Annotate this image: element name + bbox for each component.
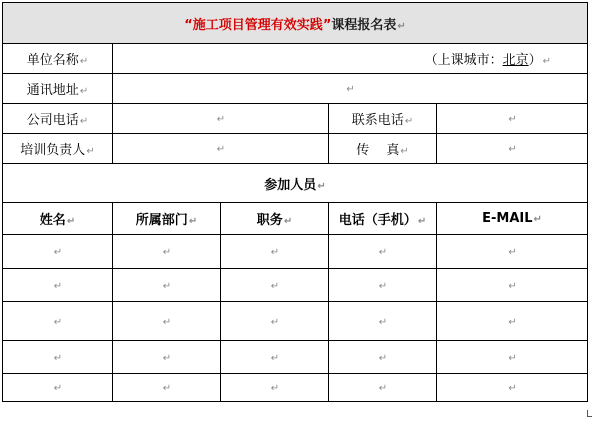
paragraph-mark: ↵ bbox=[86, 146, 95, 157]
paragraph-mark: ↵ bbox=[378, 280, 388, 292]
paragraph-mark: ↵ bbox=[317, 180, 326, 192]
paragraph-mark: ↵ bbox=[162, 383, 172, 394]
city-suffix: ） bbox=[528, 53, 542, 68]
participant-name-cell[interactable] bbox=[3, 302, 113, 341]
participant-department-cell[interactable] bbox=[113, 374, 221, 402]
paragraph-mark: ↵ bbox=[53, 280, 63, 292]
title-quote-close: ” bbox=[322, 17, 332, 33]
paragraph-mark: ↵ bbox=[216, 144, 226, 155]
column-header-label: 所属部门 bbox=[135, 213, 188, 228]
paragraph-mark: ↵ bbox=[270, 316, 280, 328]
column-header-label: E-MAIL bbox=[482, 211, 533, 226]
participant-position-cell[interactable] bbox=[221, 235, 329, 269]
fax-field[interactable] bbox=[437, 134, 588, 164]
paragraph-mark: ↵ bbox=[508, 316, 517, 328]
paragraph-mark: ↵ bbox=[508, 383, 517, 394]
participant-department-cell[interactable] bbox=[113, 341, 221, 374]
participants-header-row bbox=[3, 203, 588, 235]
table-row bbox=[3, 374, 588, 402]
paragraph-mark: ↵ bbox=[53, 247, 63, 258]
column-header-label: 电话（手机） bbox=[338, 213, 417, 228]
paragraph-mark: ↵ bbox=[417, 216, 427, 227]
paragraph-mark: ↵ bbox=[508, 247, 517, 258]
city-prefix: （上课城市： bbox=[424, 53, 503, 68]
participant-department-cell[interactable] bbox=[113, 235, 221, 269]
paragraph-mark: ↵ bbox=[270, 280, 280, 292]
city-value: 北京 bbox=[502, 53, 529, 68]
contact-phone-label: 联系电话 bbox=[351, 113, 404, 128]
paragraph-mark: ↵ bbox=[162, 280, 172, 292]
company-name-label-cell bbox=[3, 44, 113, 74]
paragraph-mark: ↵ bbox=[533, 214, 542, 225]
table-row bbox=[3, 341, 588, 374]
table-row bbox=[3, 302, 588, 341]
paragraph-mark: ↵ bbox=[79, 116, 89, 127]
company-phone-label: 公司电话 bbox=[26, 113, 79, 128]
paragraph-mark: ↵ bbox=[346, 84, 355, 95]
paragraph-mark: ↵ bbox=[162, 247, 172, 258]
company-name-field[interactable] bbox=[113, 44, 588, 74]
participant-department-cell[interactable] bbox=[113, 302, 221, 341]
company-name-label: 单位名称 bbox=[26, 53, 79, 68]
participant-email-cell[interactable] bbox=[437, 302, 588, 341]
participants-title: 参加人员 bbox=[264, 177, 317, 193]
participant-phone-cell[interactable] bbox=[329, 302, 437, 341]
paragraph-mark: ↵ bbox=[378, 316, 388, 328]
participant-phone-cell[interactable] bbox=[329, 341, 437, 374]
participant-position-cell[interactable] bbox=[221, 374, 329, 402]
company-phone-label-cell bbox=[3, 104, 113, 134]
title-suffix: 课程报名表 bbox=[331, 17, 397, 33]
contact-phone-field[interactable] bbox=[437, 104, 588, 134]
fax-label: 传 真 bbox=[356, 143, 400, 158]
participants-section-title bbox=[3, 164, 588, 203]
registration-form-table bbox=[2, 2, 588, 402]
paragraph-mark: ↵ bbox=[542, 56, 552, 67]
participant-phone-cell[interactable] bbox=[329, 374, 437, 402]
fax-label-cell bbox=[329, 134, 437, 164]
participant-position-cell[interactable] bbox=[221, 302, 329, 341]
participant-department-cell[interactable] bbox=[113, 269, 221, 302]
paragraph-mark: ↵ bbox=[79, 56, 89, 67]
contact-phone-label-cell bbox=[329, 104, 437, 134]
paragraph-mark: ↵ bbox=[53, 383, 63, 394]
participant-phone-cell[interactable] bbox=[329, 235, 437, 269]
paragraph-mark: ↵ bbox=[66, 216, 76, 227]
table-row bbox=[3, 269, 588, 302]
form-title bbox=[3, 3, 588, 44]
participant-name-cell[interactable] bbox=[3, 269, 113, 302]
paragraph-mark: ↵ bbox=[162, 316, 172, 328]
address-field[interactable] bbox=[113, 74, 588, 104]
paragraph-mark: ↵ bbox=[270, 247, 280, 258]
paragraph-mark: ↵ bbox=[79, 86, 89, 97]
column-header-department bbox=[113, 203, 221, 235]
paragraph-mark: ↵ bbox=[216, 114, 226, 125]
address-label-cell bbox=[3, 74, 113, 104]
trainer-field[interactable] bbox=[113, 134, 329, 164]
participant-email-cell[interactable] bbox=[437, 341, 588, 374]
paragraph-mark: ↵ bbox=[508, 280, 517, 292]
paragraph-mark: ↵ bbox=[53, 352, 63, 364]
paragraph-mark: ↵ bbox=[397, 20, 406, 32]
paragraph-mark: ↵ bbox=[400, 146, 409, 157]
column-header-phone bbox=[329, 203, 437, 235]
participant-phone-cell[interactable] bbox=[329, 269, 437, 302]
paragraph-mark: ↵ bbox=[270, 352, 280, 364]
paragraph-mark: ↵ bbox=[378, 247, 388, 258]
paragraph-mark: ↵ bbox=[162, 352, 172, 364]
paragraph-mark: ↵ bbox=[508, 352, 517, 364]
table-row bbox=[3, 235, 588, 269]
paragraph-mark: ↵ bbox=[404, 116, 414, 127]
address-label: 通讯地址 bbox=[26, 83, 79, 98]
column-header-position bbox=[221, 203, 329, 235]
title-course-name: 施工项目管理有效实践 bbox=[192, 17, 323, 33]
paragraph-mark: ↵ bbox=[378, 383, 388, 394]
participant-position-cell[interactable] bbox=[221, 341, 329, 374]
paragraph-mark: ↵ bbox=[270, 383, 280, 394]
participant-position-cell[interactable] bbox=[221, 269, 329, 302]
end-of-cell-mark-icon bbox=[587, 410, 592, 417]
paragraph-mark: ↵ bbox=[378, 352, 388, 364]
paragraph-mark: ↵ bbox=[53, 316, 63, 328]
title-quote-open: “ bbox=[184, 17, 193, 33]
column-header-label: 职务 bbox=[256, 213, 283, 228]
paragraph-mark: ↵ bbox=[508, 144, 517, 155]
trainer-label: 培训负责人 bbox=[20, 143, 86, 158]
participant-email-cell[interactable] bbox=[437, 269, 588, 302]
paragraph-mark: ↵ bbox=[508, 114, 517, 125]
column-header-label: 姓名 bbox=[39, 213, 66, 228]
participant-name-cell[interactable] bbox=[3, 235, 113, 269]
participant-email-cell[interactable] bbox=[437, 235, 588, 269]
participant-email-cell[interactable] bbox=[437, 374, 588, 402]
trainer-label-cell bbox=[3, 134, 113, 164]
participant-name-cell[interactable] bbox=[3, 374, 113, 402]
column-header-name bbox=[3, 203, 113, 235]
company-phone-field[interactable] bbox=[113, 104, 329, 134]
paragraph-mark: ↵ bbox=[188, 216, 198, 227]
paragraph-mark: ↵ bbox=[283, 216, 293, 227]
column-header-email bbox=[437, 203, 588, 235]
participant-name-cell[interactable] bbox=[3, 341, 113, 374]
